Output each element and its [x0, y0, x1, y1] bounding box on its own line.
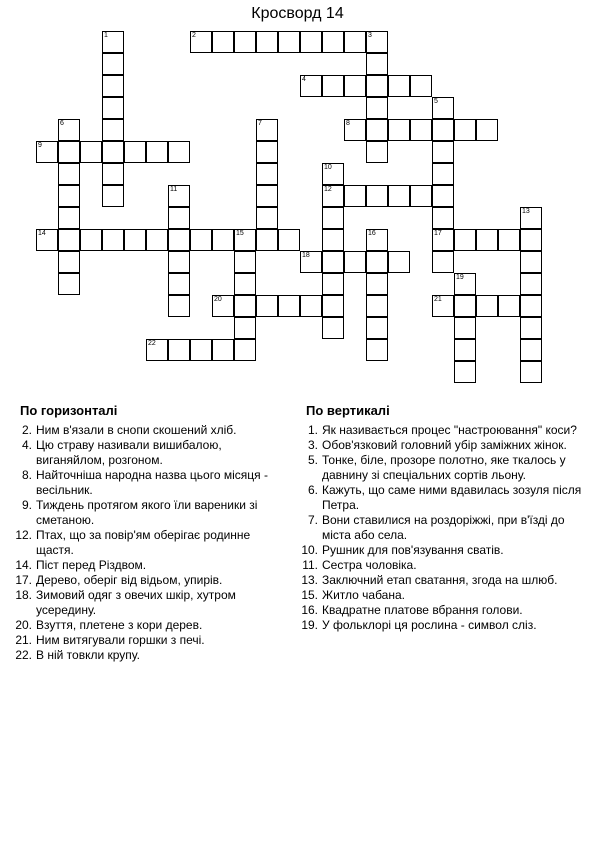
clue-item-number: 8. — [21, 468, 32, 482]
clue-item-text: Дерево, оберіг від відьом, упирів. — [36, 573, 223, 587]
grid-cell[interactable] — [124, 229, 146, 251]
clue-item-number: 21. — [15, 633, 32, 647]
down-heading: По вертикалі — [306, 403, 390, 418]
grid-cell[interactable] — [344, 185, 366, 207]
clue-item — [6, 618, 276, 633]
clue-item — [292, 558, 582, 573]
grid-cell[interactable] — [520, 361, 542, 383]
clue-item — [6, 588, 276, 618]
grid-cell[interactable] — [146, 141, 168, 163]
clue-item-text: Піст перед Різдвом. — [36, 558, 147, 572]
grid-cell[interactable] — [520, 317, 542, 339]
grid-cell[interactable] — [102, 185, 124, 207]
grid-cell[interactable] — [388, 185, 410, 207]
grid-cell[interactable] — [256, 207, 278, 229]
clue-number: 6 — [60, 120, 64, 127]
grid-cell[interactable] — [234, 31, 256, 53]
grid-cell[interactable] — [36, 229, 58, 251]
clue-item-text: Як називається процес "настроювання" коси? — [322, 423, 577, 437]
clue-item-text: Найточніша народна назва цього місяця - весільник. — [36, 468, 268, 497]
clue-number: 5 — [434, 98, 438, 105]
grid-cell[interactable] — [388, 75, 410, 97]
grid-cell[interactable] — [168, 141, 190, 163]
grid-cell[interactable] — [190, 31, 212, 53]
grid-cell[interactable] — [432, 229, 454, 251]
grid-cell[interactable] — [168, 273, 190, 295]
grid-cell[interactable] — [366, 229, 388, 251]
clue-number: 9 — [38, 142, 42, 149]
clue-item-text: Сестра чоловіка. — [322, 558, 417, 572]
clue-item — [292, 543, 582, 558]
grid-cell[interactable] — [520, 295, 542, 317]
grid-cell[interactable] — [234, 339, 256, 361]
clue-item-text: Ним в'язали в снопи скошений хліб. — [36, 423, 237, 437]
clue-number: 19 — [456, 274, 464, 281]
clue-item-text: Рушник для пов'язування сватів. — [322, 543, 504, 557]
clue-item-text: Птах, що за повір'ям оберігає родинне щастя. — [36, 528, 251, 557]
grid-cell[interactable] — [344, 75, 366, 97]
grid-cell[interactable] — [58, 251, 80, 273]
grid-cell[interactable] — [58, 207, 80, 229]
grid-cell[interactable] — [102, 163, 124, 185]
grid-cell[interactable] — [366, 53, 388, 75]
clue-item-number: 3. — [307, 438, 318, 452]
grid-cell[interactable] — [476, 229, 498, 251]
grid-cell[interactable] — [520, 207, 542, 229]
grid-cell[interactable] — [300, 31, 322, 53]
grid-cell[interactable] — [432, 141, 454, 163]
clue-item-text: В ній товкли крупу. — [36, 648, 140, 662]
grid-cell[interactable] — [410, 75, 432, 97]
grid-cell[interactable] — [300, 251, 322, 273]
clue-item — [292, 513, 582, 543]
clue-number: 22 — [148, 340, 156, 347]
grid-cell[interactable] — [278, 31, 300, 53]
grid-cell[interactable] — [432, 163, 454, 185]
grid-cell[interactable] — [58, 273, 80, 295]
grid-cell[interactable] — [102, 97, 124, 119]
grid-cell[interactable] — [432, 97, 454, 119]
grid-cell[interactable] — [256, 31, 278, 53]
grid-cell[interactable] — [454, 295, 476, 317]
clue-item-text: Взуття, плетене з кори дерев. — [36, 618, 203, 632]
grid-cell[interactable] — [256, 119, 278, 141]
grid-cell[interactable] — [388, 119, 410, 141]
clue-number: 11 — [170, 186, 178, 193]
grid-cell[interactable] — [36, 141, 58, 163]
clue-item-number: 19. — [301, 618, 318, 632]
clue-item-text: Тиждень протягом якого їли вареники зі сметаною. — [36, 498, 258, 527]
grid-cell[interactable] — [234, 317, 256, 339]
grid-cell[interactable] — [366, 75, 388, 97]
crossword-grid — [36, 31, 542, 383]
grid-cell[interactable] — [322, 207, 344, 229]
clue-item-number: 17. — [15, 573, 32, 587]
clue-item — [6, 633, 276, 648]
clue-item-text: Квадратне платове вбрання голови. — [322, 603, 523, 617]
grid-cell[interactable] — [344, 31, 366, 53]
clue-item-number: 13. — [301, 573, 318, 587]
clue-item-number: 14. — [15, 558, 32, 572]
grid-cell[interactable] — [278, 295, 300, 317]
clue-item-number: 2. — [21, 423, 32, 437]
grid-cell[interactable] — [256, 141, 278, 163]
grid-cell[interactable] — [168, 207, 190, 229]
grid-cell[interactable] — [322, 229, 344, 251]
grid-cell[interactable] — [322, 273, 344, 295]
clue-item — [6, 558, 276, 573]
clue-number: 2 — [192, 32, 196, 39]
clue-item-number: 11. — [302, 558, 318, 572]
page-title: Кросворд 14 — [251, 5, 344, 22]
clue-number: 18 — [302, 252, 310, 259]
grid-cell[interactable] — [168, 251, 190, 273]
grid-cell[interactable] — [58, 163, 80, 185]
grid-cell[interactable] — [476, 295, 498, 317]
grid-cell[interactable] — [322, 31, 344, 53]
grid-cell[interactable] — [278, 229, 300, 251]
grid-cell[interactable] — [190, 229, 212, 251]
grid-cell[interactable] — [366, 31, 388, 53]
clue-item-text: Ним витягували горшки з печі. — [36, 633, 205, 647]
grid-cell[interactable] — [58, 229, 80, 251]
grid-cell[interactable] — [102, 119, 124, 141]
grid-cell[interactable] — [234, 229, 256, 251]
grid-cell[interactable] — [168, 295, 190, 317]
grid-cell[interactable] — [168, 229, 190, 251]
clue-number: 12 — [324, 186, 332, 193]
clue-item — [6, 648, 276, 663]
grid-cell[interactable] — [498, 295, 520, 317]
clue-item — [6, 528, 276, 558]
clue-item-text: Кажуть, що саме ними вдавилась зозуля після Петра. — [322, 483, 582, 512]
grid-cell[interactable] — [322, 295, 344, 317]
clue-item — [292, 588, 582, 603]
grid-cell[interactable] — [322, 163, 344, 185]
grid-cell[interactable] — [432, 119, 454, 141]
clue-number: 10 — [324, 164, 332, 171]
clue-number: 21 — [434, 296, 442, 303]
across-list — [6, 423, 276, 663]
grid-cell[interactable] — [256, 295, 278, 317]
clue-number: 4 — [302, 76, 306, 83]
grid-cell[interactable] — [124, 141, 146, 163]
grid-cell[interactable] — [322, 185, 344, 207]
clue-item-text: У фольклорі ця рослина - символ сліз. — [322, 618, 537, 632]
grid-cell[interactable] — [256, 185, 278, 207]
grid-cell[interactable] — [58, 141, 80, 163]
grid-cell[interactable] — [146, 339, 168, 361]
grid-cell[interactable] — [344, 119, 366, 141]
clue-item — [6, 573, 276, 588]
grid-cell[interactable] — [454, 119, 476, 141]
grid-cell[interactable] — [366, 141, 388, 163]
grid-cell[interactable] — [58, 119, 80, 141]
grid-cell[interactable] — [366, 317, 388, 339]
clue-item-text: Житло чабана. — [322, 588, 405, 602]
grid-cell[interactable] — [102, 31, 124, 53]
clue-item — [6, 468, 276, 498]
clue-item-text: Вони ставилися на роздоріжжі, при в'їзді до міста або села. — [322, 513, 565, 542]
clue-number: 7 — [258, 120, 262, 127]
clue-item — [292, 423, 582, 438]
grid-cell[interactable] — [80, 141, 102, 163]
grid-cell[interactable] — [498, 229, 520, 251]
grid-cell[interactable] — [300, 75, 322, 97]
clue-item-number: 16. — [301, 603, 318, 617]
clue-number: 16 — [368, 230, 376, 237]
down-list — [292, 423, 582, 633]
grid-cell[interactable] — [212, 295, 234, 317]
grid-cell[interactable] — [366, 295, 388, 317]
grid-cell[interactable] — [454, 339, 476, 361]
grid-cell[interactable] — [366, 119, 388, 141]
grid-cell[interactable] — [80, 229, 102, 251]
grid-cell[interactable] — [520, 229, 542, 251]
grid-cell[interactable] — [344, 251, 366, 273]
grid-cell[interactable] — [190, 339, 212, 361]
clue-item-number: 9. — [21, 498, 32, 512]
grid-cell[interactable] — [146, 229, 168, 251]
grid-cell[interactable] — [520, 251, 542, 273]
clue-item-text: Цю страву називали вишибалою, виганяйлом, розгоном. — [36, 438, 222, 467]
grid-cell[interactable] — [58, 185, 80, 207]
clue-number: 15 — [236, 230, 244, 237]
grid-cell[interactable] — [432, 207, 454, 229]
grid-cell[interactable] — [520, 273, 542, 295]
clue-item — [292, 438, 582, 453]
grid-cell[interactable] — [454, 361, 476, 383]
grid-cell[interactable] — [102, 75, 124, 97]
grid-cell[interactable] — [388, 251, 410, 273]
grid-cell[interactable] — [366, 339, 388, 361]
clue-number: 3 — [368, 32, 372, 39]
clue-item — [6, 498, 276, 528]
clue-item-text: Тонке, біле, прозоре полотно, яке ткалось у давнину зі спеціальних сортів льону. — [322, 453, 566, 482]
grid-cell[interactable] — [256, 163, 278, 185]
clue-number: 13 — [522, 208, 530, 215]
clue-item — [292, 618, 582, 633]
grid-cell[interactable] — [234, 251, 256, 273]
down-clues — [292, 403, 582, 633]
grid-cell[interactable] — [410, 185, 432, 207]
grid-cell[interactable] — [256, 229, 278, 251]
clue-item-number: 7. — [307, 513, 318, 527]
clue-item-number: 18. — [15, 588, 32, 602]
grid-cell[interactable] — [168, 185, 190, 207]
grid-cell[interactable] — [102, 229, 124, 251]
clue-item-text: Обов'язковий головний убір заміжних жінок. — [322, 438, 567, 452]
clue-item-number: 6. — [307, 483, 318, 497]
clue-number: 1 — [104, 32, 108, 39]
grid-cell[interactable] — [322, 251, 344, 273]
grid-cell[interactable] — [234, 295, 256, 317]
clue-item-number: 15. — [301, 588, 318, 602]
clue-number: 17 — [434, 230, 442, 237]
grid-cell[interactable] — [168, 339, 190, 361]
grid-cell[interactable] — [300, 295, 322, 317]
grid-cell[interactable] — [322, 75, 344, 97]
clue-item-number: 22. — [15, 648, 32, 662]
clue-item-number: 4. — [21, 438, 32, 452]
grid-cell[interactable] — [234, 273, 256, 295]
grid-cell[interactable] — [454, 273, 476, 295]
clue-item — [292, 453, 582, 483]
clue-item-number: 5. — [307, 453, 318, 467]
grid-cell[interactable] — [476, 119, 498, 141]
grid-cell[interactable] — [102, 141, 124, 163]
clue-item — [292, 483, 582, 513]
clue-item — [6, 438, 276, 468]
grid-cell[interactable] — [432, 185, 454, 207]
clue-item-number: 20. — [15, 618, 32, 632]
grid-cell[interactable] — [410, 119, 432, 141]
clue-item — [6, 423, 276, 438]
clue-item-number: 10. — [301, 543, 318, 557]
clue-item-number: 1. — [307, 423, 318, 437]
across-clues — [6, 403, 276, 663]
grid-cell[interactable] — [366, 273, 388, 295]
grid-cell[interactable] — [366, 97, 388, 119]
clue-number: 20 — [214, 296, 222, 303]
clue-number: 8 — [346, 120, 350, 127]
grid-cell[interactable] — [212, 31, 234, 53]
clue-item-number: 12. — [15, 528, 32, 542]
clue-item — [292, 603, 582, 618]
grid-cell[interactable] — [366, 251, 388, 273]
grid-cell[interactable] — [454, 317, 476, 339]
grid-cell[interactable] — [432, 295, 454, 317]
grid-cell[interactable] — [212, 339, 234, 361]
grid-cell[interactable] — [520, 339, 542, 361]
clue-item-text: Заключний етап сватання, згода на шлюб. — [322, 573, 558, 587]
clue-item-text: Зимовий одяг з овечих шкір, хутром усередину. — [36, 588, 236, 617]
clue-item — [292, 573, 582, 588]
grid-cell[interactable] — [454, 229, 476, 251]
grid-cell[interactable] — [102, 53, 124, 75]
grid-cell[interactable] — [366, 185, 388, 207]
grid-cell[interactable] — [432, 251, 454, 273]
across-heading: По горизонталі — [20, 403, 118, 418]
grid-cell[interactable] — [212, 229, 234, 251]
grid-cell[interactable] — [322, 317, 344, 339]
clue-number: 14 — [38, 230, 46, 237]
